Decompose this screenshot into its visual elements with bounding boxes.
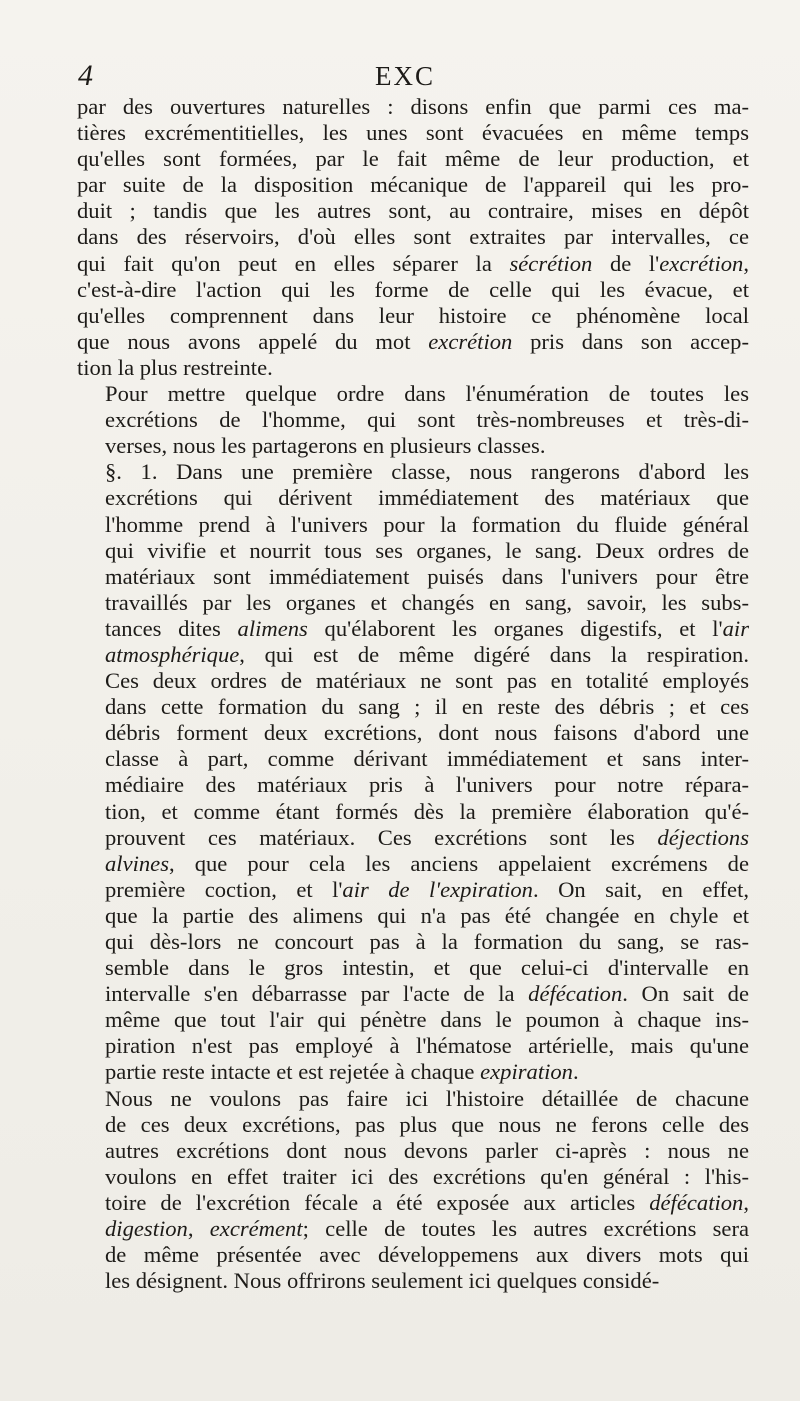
text-line: qu'elles comprennent dans leur histoire ce phénomène local [77, 302, 749, 328]
text-line: duit ; tandis que les autres sont, au contraire, mises en dépôt [77, 198, 749, 224]
text-line: par suite de la disposition mécanique de l'appareil qui les pro- [77, 172, 749, 198]
italic-term: défécation [528, 981, 623, 1007]
italic-term: sécrétion [509, 250, 593, 276]
page-number: 4 [78, 59, 93, 92]
text-line: digestion, excrément; celle de toutes les autres excrétions sera [105, 1216, 750, 1242]
paragraph [77, 381, 749, 459]
text-line: qui fait qu'on peut en elles séparer la sécrétion de l'excrétion, [77, 250, 749, 276]
italic-term: excrétion [428, 328, 513, 354]
italic-term: alimens [237, 615, 308, 641]
text-line: tion, et comme étant formés dès la première élaboration qu'é- [105, 798, 749, 824]
text-line: autres excrétions dont nous devons parler ci-après : nous ne [105, 1137, 749, 1163]
italic-term: air de l'expiration [342, 876, 533, 902]
text-line: tières excrémentitielles, les unes sont évacuées en même temps [77, 120, 749, 146]
text-line: première coction, et l'air de l'expiration. On sait, en effet, [105, 876, 749, 902]
text-line: que la partie des alimens qui n'a pas été changée en chyle et [105, 902, 749, 928]
body-text [77, 94, 749, 1294]
text-line: classe à part, comme dérivant immédiatement et sans inter- [105, 746, 749, 772]
text-line: verses, nous les partagerons en plusieurs classes. [105, 433, 546, 459]
text-line: voulons en effet traiter ici des excrétions qu'en général : l'his- [105, 1163, 749, 1189]
text-line: tances dites alimens qu'élaborent les organes digestifs, et l'air [105, 615, 749, 641]
text-line: qu'elles sont formées, par le fait même de leur production, et [77, 146, 749, 172]
italic-term: expiration [480, 1059, 573, 1085]
paragraph [77, 1086, 749, 1295]
italic-term: digestion [105, 1216, 188, 1242]
page-header [0, 58, 800, 94]
italic-term: excrétion [659, 250, 744, 276]
text-line: alvines, que pour cela les anciens appelaient excrémens de [105, 850, 749, 876]
text-line: tion la plus restreinte. [77, 354, 273, 380]
text-line: l'homme prend à l'univers pour la formation du fluide général [105, 511, 749, 537]
text-line: que nous avons appelé du mot excrétion pris dans son accep- [77, 328, 750, 354]
running-head: EXC [375, 61, 435, 91]
text-line: excrétions qui dérivent immédiatement des matériaux que [105, 485, 749, 511]
text-line: médiaire des matériaux pris à l'univers pour notre répara- [105, 772, 749, 798]
text-line: piration n'est pas employé à l'hématose artérielle, mais qu'une [105, 1033, 749, 1059]
text-line: atmosphérique, qui est de même digéré dans la respiration. [105, 641, 749, 667]
text-line: prouvent ces matériaux. Ces excrétions sont les déjections [105, 824, 749, 850]
text-line: c'est-à-dire l'action qui les forme de celle qui les évacue, et [77, 276, 749, 302]
italic-term: défécation [649, 1189, 744, 1215]
italic-term: atmosphérique [105, 641, 240, 667]
paragraph [77, 94, 749, 381]
text-line: qui vivifie et nourrit tous ses organes, le sang. Deux ordres de [105, 537, 749, 563]
text-line: travaillés par les organes et changés en sang, savoir, les subs- [105, 589, 749, 615]
text-line: débris forment deux excrétions, dont nous faisons d'abord une [105, 720, 749, 746]
text-line: toire de l'excrétion fécale a été exposée aux articles défécation, [105, 1189, 749, 1215]
text-line: Ces deux ordres de matériaux ne sont pas en totalité employés [105, 668, 749, 694]
text-line: qui dès-lors ne concourt pas à la formation du sang, se ras- [105, 929, 749, 954]
text-line: semble dans le gros intestin, et que celui-ci d'intervalle en [105, 955, 749, 981]
text-line: partie reste intacte et est rejetée à chaque expiration. [105, 1059, 579, 1085]
text-line: matériaux sont immédiatement puisés dans l'univers pour être [105, 563, 749, 589]
italic-term: déjections [657, 824, 749, 850]
text-line: Nous ne voulons pas faire ici l'histoire détaillée de chacune [105, 1085, 749, 1111]
text-line: de ces deux excrétions, pas plus que nous ne ferons celle des [105, 1111, 749, 1137]
text-line: même que tout l'air qui pénètre dans le poumon à chaque ins- [105, 1007, 749, 1033]
text-line: Pour mettre quelque ordre dans l'énumération de toutes les [105, 381, 749, 407]
text-line: dans des réservoirs, d'où elles sont extraites par intervalles, ce [77, 224, 749, 250]
text-line: de même présentée avec développemens aux divers mots qui [105, 1242, 749, 1268]
italic-term: excrément [209, 1216, 303, 1242]
italic-term: air [722, 615, 749, 641]
italic-term: alvines [105, 850, 169, 876]
text-line: dans cette formation du sang ; il en reste des débris ; et ces [105, 694, 749, 720]
text-line: par des ouvertures naturelles : disons enfin que parmi ces ma- [77, 94, 749, 119]
paragraph [77, 459, 749, 1085]
text-line: §. 1. Dans une première classe, nous rangerons d'abord les [105, 459, 749, 485]
text-line: excrétions de l'homme, qui sont très-nombreuses et très-di- [105, 407, 749, 433]
text-line: intervalle s'en débarrasse par l'acte de la défécation. On sait de [105, 981, 749, 1007]
text-line: les désignent. Nous offrirons seulement ici quelques considé- [105, 1268, 660, 1294]
